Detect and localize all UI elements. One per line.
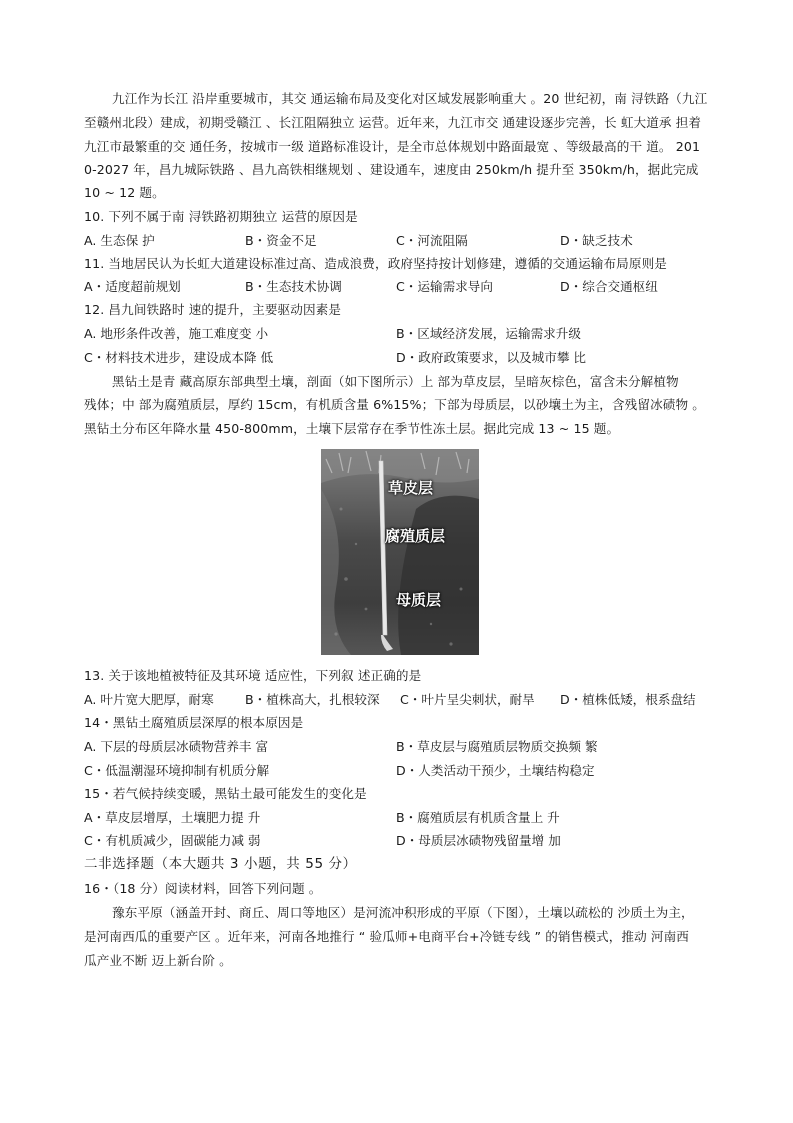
question-11-stem: 11. 当地居民认为长虹大道建设标准过高、造成浪费，政府坚持按计划修建，遵循的交通运输布局原则是 [84, 256, 667, 271]
q11-option-c[interactable]: C・运输需求导向 [396, 279, 493, 294]
q13-option-c[interactable]: C・叶片呈尖刺状，耐旱 [400, 692, 535, 707]
q15-option-a[interactable]: A・草皮层增厚，土壤肥力提 升 [84, 810, 261, 825]
question-13-stem: 13. 关于该地植被特征及其环境 适应性，下列叙 述正确的是 [84, 668, 422, 683]
question-12-stem: 12. 昌九间铁路时 速的提升，主要驱动因素是 [84, 302, 342, 317]
q16-passage-line: 豫东平原（涵盖开封、商丘、周口等地区）是河流冲积形成的平原（下图），土壤以疏松的 沙质土为主， [112, 905, 694, 920]
q11-option-d[interactable]: D・综合交通枢纽 [560, 279, 658, 294]
passage1-line: 九江作为长江 沿岸重要城市，其交 通运输布局及变化对区域发展影响重大 。20 世纪初，南 浔铁路（九江 [112, 91, 708, 106]
passage1-line: 至赣州北段）建成，初期受赣江 、长江阻隔独立 运营。近年来，九江市交 通建设逐步完善，长 虹大道承 担着 [84, 115, 702, 130]
label-parent-material-layer: 母质层 [396, 591, 442, 609]
q11-option-b[interactable]: B・生态技术协调 [245, 279, 342, 294]
passage2-line: 黑钻土是青 藏高原东部典型土壤，剖面（如下图所示）上 部为草皮层，呈暗灰棕色，富含未分解植物 [112, 374, 679, 389]
q12-option-b[interactable]: B・区域经济发展，运输需求升级 [396, 326, 581, 341]
q12-option-a[interactable]: A. 地形条件改善，施工难度变 小 [84, 326, 269, 341]
q10-option-a[interactable]: A. 生态保 护 [84, 233, 155, 248]
passage1-line: 10 ~ 12 题。 [84, 185, 165, 200]
passage2-line: 残体；中 部为腐殖质层，厚约 15cm，有机质含量 6%15%；下部为母质层，以砂壤土为主，含残留冰碛物 。 [84, 397, 705, 412]
section-2-heading: 二非选择题（本大题共 3 小题，共 55 分） [84, 856, 357, 872]
question-10-stem: 10. 下列不属于南 浔铁路初期独立 运营的原因是 [84, 209, 358, 224]
q15-option-c[interactable]: C・有机质减少，固碳能力减 弱 [84, 833, 261, 848]
q13-option-d[interactable]: D・植株低矮，根系盘结 [560, 692, 696, 707]
q12-option-c[interactable]: C・材料技术进步，建设成本降 低 [84, 350, 274, 365]
question-16-stem: 16・（18 分）阅读材料，回答下列问题 。 [84, 881, 322, 896]
q14-option-c[interactable]: C・低温潮湿环境抑制有机质分解 [84, 763, 270, 778]
label-turf-layer: 草皮层 [388, 479, 434, 497]
q10-option-c[interactable]: C・河流阻隔 [396, 233, 468, 248]
q11-option-a[interactable]: A・适度超前规划 [84, 279, 181, 294]
soil-profile-photo [321, 449, 479, 655]
passage1-line: 0-2027 年，昌九城际铁路 、昌九高铁相继规划 、建设通车，速度由 250km/h 提升至 350km/h，据此完成 [84, 162, 699, 177]
q10-option-d[interactable]: D・缺乏技术 [560, 233, 633, 248]
q14-option-d[interactable]: D・人类活动干预少，土壤结构稳定 [396, 763, 595, 778]
question-14-stem: 14・黑钻土腐殖质层深厚的根本原因是 [84, 715, 304, 730]
q14-option-a[interactable]: A. 下层的母质层冰碛物营养丰 富 [84, 739, 269, 754]
q13-option-a[interactable]: A. 叶片宽大肥厚，耐寒 [84, 692, 214, 707]
q12-option-d[interactable]: D・政府政策要求，以及城市攀 比 [396, 350, 587, 365]
q15-option-d[interactable]: D・母质层冰碛物残留量增 加 [396, 833, 561, 848]
q14-option-b[interactable]: B・草皮层与腐殖质层物质交换频 繁 [396, 739, 598, 754]
label-humus-layer: 腐殖质层 [385, 527, 446, 545]
q16-passage-line: 瓜产业不断 迈上新台阶 。 [84, 953, 232, 968]
q16-passage-line: 是河南西瓜的重要产区 。近年来，河南各地推行 “ 验瓜师+电商平台+冷链专线 ” 的销售模式，推动 河南西 [84, 929, 690, 944]
q13-option-b[interactable]: B・植株高大，扎根较深 [245, 692, 380, 707]
passage2-line: 黑钻土分布区年降水量 450-800mm，土壤下层常存在季节性冻土层。据此完成 13 ~ 15 题。 [84, 421, 620, 436]
q15-option-b[interactable]: B・腐殖质层有机质含量上 升 [396, 810, 560, 825]
question-15-stem: 15・若气候持续变暖，黑钻土最可能发生的变化是 [84, 786, 367, 801]
q10-option-b[interactable]: B・资金不足 [245, 233, 317, 248]
passage1-line: 九江市最繁重的交 通任务，按城市一级 道路标准设计，是全市总体规划中路面最宽 、等级最高的干 道。 201 [84, 139, 701, 154]
